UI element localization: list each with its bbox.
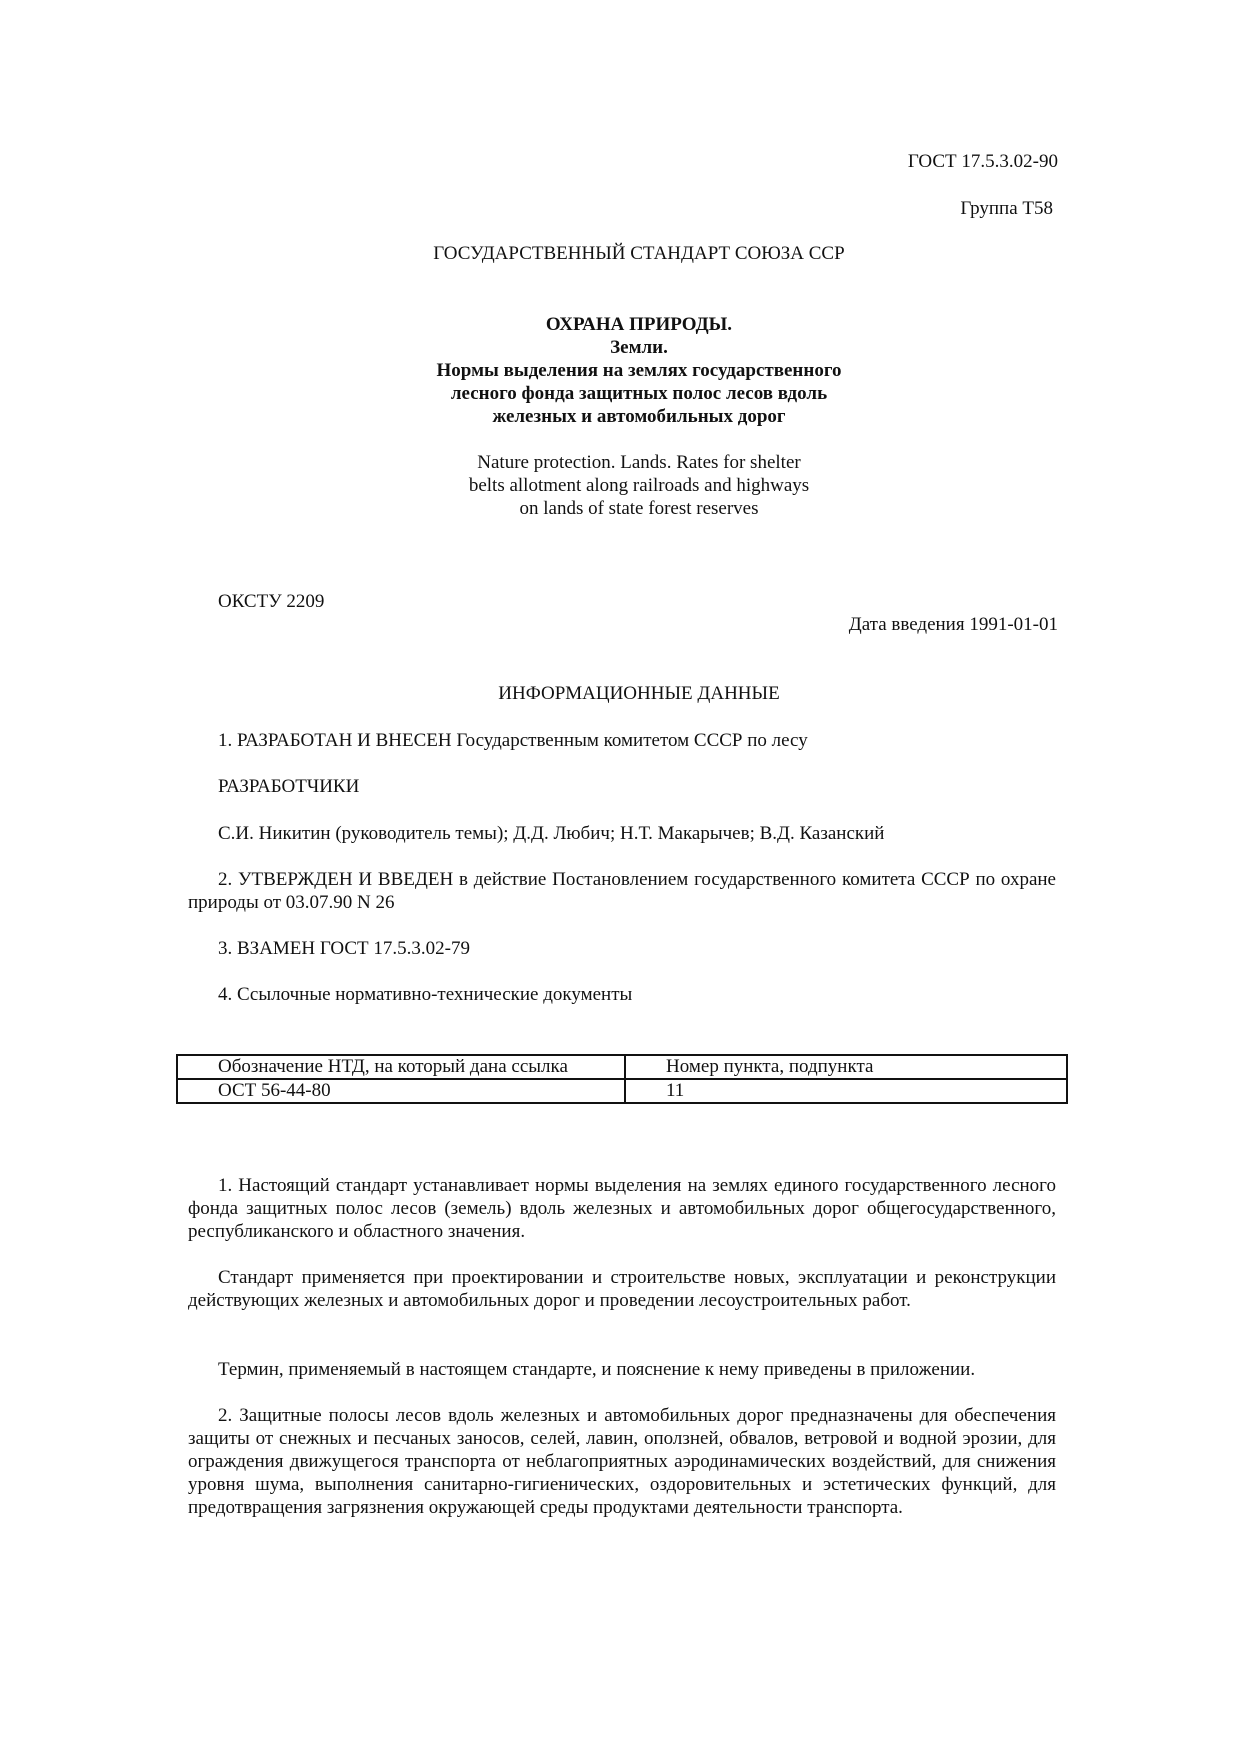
body-paragraph-2: Стандарт применяется при проектировании и строительстве новых, эксплуатации и реконструкции действующих железных и автомобильных дорог и проведении лесоустроительных работ. bbox=[188, 1267, 1056, 1311]
gost-number: ГОСТ 17.5.3.02-90 bbox=[907, 151, 1058, 172]
reference-table bbox=[176, 1054, 1068, 1104]
info-item-3: 3. ВЗАМЕН ГОСТ 17.5.3.02-79 bbox=[218, 938, 470, 959]
title-en-line: belts allotment along railroads and highways bbox=[468, 475, 810, 496]
title-en bbox=[188, 451, 1090, 520]
developers-list: С.И. Никитин (руководитель темы); Д.Д. Любич; Н.Т. Макарычев; В.Д. Казанский bbox=[218, 823, 885, 844]
title-ru-line: лесного фонда защитных полос лесов вдоль bbox=[450, 383, 828, 404]
info-item-4: 4. Ссылочные нормативно-технические документы bbox=[218, 984, 633, 1005]
table-cell: ОСТ 56-44-80 bbox=[177, 1079, 625, 1103]
info-item-1: 1. РАЗРАБОТАН И ВНЕСЕН Государственным комитетом СССР по лесу bbox=[218, 730, 808, 751]
intro-date: Дата введения 1991-01-01 bbox=[848, 614, 1058, 635]
table-header-row bbox=[177, 1055, 1067, 1079]
oksty-code: ОКСТУ 2209 bbox=[218, 591, 325, 612]
developers-label: РАЗРАБОТЧИКИ bbox=[218, 776, 360, 797]
title-ru-line: ОХРАНА ПРИРОДЫ. bbox=[545, 314, 733, 335]
title-ru-line: Нормы выделения на землях государственного bbox=[436, 360, 842, 381]
title-en-line: on lands of state forest reserves bbox=[519, 498, 759, 519]
title-ru bbox=[188, 313, 1090, 428]
table-row bbox=[177, 1079, 1067, 1103]
body-paragraph-1: 1. Настоящий стандарт устанавливает нормы выделения на землях единого государственного лесного фонда защитных полос лесов (земель) вдоль железных и автомобильных дорог общегосударственного, республиканского и областного значения. bbox=[188, 1175, 1056, 1242]
body-paragraph-4: 2. Защитные полосы лесов вдоль железных и автомобильных дорог предназначены для обеспечения защиты от снежных и песчаных заносов, селей, лавин, оползней, обвалов, ветровой и водной эрозии, для ограждения движущегося транспорта от неблагоприятных аэродинамических воздействий, для снижения уровня шума, выполнения санитарно-гигиенических, оздоровительных и эстетических функций, для предотвращения загрязнения окружающей среды продуктами деятельности транспорта. bbox=[188, 1405, 1056, 1518]
table-header-cell: Обозначение НТД, на который дана ссылка bbox=[177, 1055, 625, 1079]
title-ru-line: железных и автомобильных дорог bbox=[492, 406, 786, 427]
table-header-cell: Номер пункта, подпункта bbox=[625, 1055, 1067, 1079]
title-ru-line: Земли. bbox=[610, 337, 668, 358]
body-paragraph-3: Термин, применяемый в настоящем стандарте, и пояснение к нему приведены в приложении. bbox=[218, 1359, 976, 1380]
info-item-2: 2. УТВЕРЖДЕН И ВВЕДЕН в действие Постановлением государственного комитета СССР по охране природы от 03.07.90 N 26 bbox=[188, 869, 1056, 913]
info-heading: ИНФОРМАЦИОННЫЕ ДАННЫЕ bbox=[498, 683, 780, 704]
table-cell: 11 bbox=[625, 1079, 1067, 1103]
group-code: Группа Т58 bbox=[960, 198, 1053, 219]
title-en-line: Nature protection. Lands. Rates for shelter bbox=[477, 452, 801, 473]
standard-type: ГОСУДАРСТВЕННЫЙ СТАНДАРТ СОЮЗА ССР bbox=[433, 243, 845, 264]
